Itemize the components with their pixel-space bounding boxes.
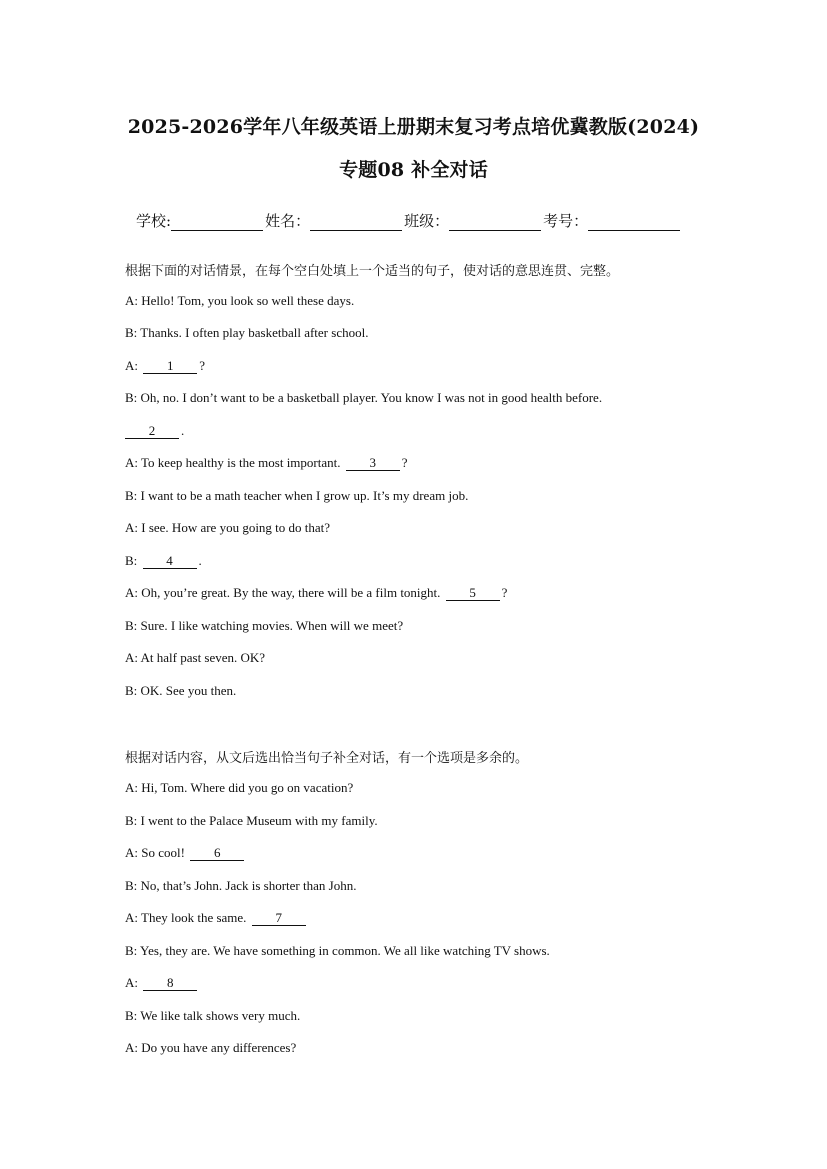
document-title: 2025-2026学年八年级英语上册期末复习考点培优冀教版(2024)	[127, 116, 700, 138]
line-suffix: ?	[501, 585, 508, 600]
dialogue-line-with-blank	[125, 553, 202, 569]
class-label: 班级：	[404, 212, 450, 230]
dialogue-line: B: Oh, no. I don’t want to be a basketball player. You know I was not in good health before.	[125, 390, 603, 405]
answer-blank-2[interactable]: 2	[125, 424, 179, 439]
line-prefix: A:	[125, 975, 142, 990]
line-suffix: ?	[401, 455, 408, 470]
answer-blank-5[interactable]: 5	[446, 586, 500, 601]
answer-blank-1[interactable]: 1	[143, 359, 197, 374]
answer-blank-6[interactable]: 6	[190, 846, 244, 861]
dialogue-line: A: I see. How are you going to do that?	[125, 520, 331, 535]
dialogue-line: A: Do you have any differences?	[125, 1040, 297, 1055]
dialogue-line-with-blank	[125, 455, 408, 471]
section2-instruction: 根据对话内容，从文后选出恰当句子补全对话，有一个选项是多余的。	[125, 751, 529, 766]
line-prefix: A: Oh, you’re great. By the way, there will be a film tonight.	[125, 585, 444, 600]
dialogue-line-with-blank	[125, 423, 184, 439]
answer-blank-7[interactable]: 7	[252, 911, 306, 926]
dialogue-line: A: Hi, Tom. Where did you go on vacation?	[125, 780, 354, 795]
dialogue-line-with-blank	[125, 585, 507, 601]
dialogue-line: B: Thanks. I often play basketball after school.	[125, 325, 369, 340]
line-prefix: B:	[125, 553, 141, 568]
document-subtitle: 专题08 补全对话	[339, 159, 488, 181]
dialogue-line-with-blank	[125, 845, 246, 861]
dialogue-line: A: Hello! Tom, you look so well these days.	[125, 293, 355, 308]
dialogue-line-with-blank	[125, 975, 199, 991]
line-suffix: ?	[199, 358, 206, 373]
answer-blank-4[interactable]: 4	[143, 554, 197, 569]
name-label: 姓名：	[265, 212, 311, 230]
student-info-row	[136, 210, 682, 231]
line-prefix: A: They look the same.	[125, 910, 250, 925]
school-label: 学校:	[136, 212, 172, 230]
dialogue-line: B: We like talk shows very much.	[125, 1008, 301, 1023]
dialogue-line: A: At half past seven. OK?	[125, 650, 266, 665]
answer-blank-3[interactable]: 3	[346, 456, 400, 471]
dialogue-line: B: Sure. I like watching movies. When will we meet?	[125, 618, 404, 633]
line-prefix: A: So cool!	[125, 845, 189, 860]
dialogue-line: B: No, that’s John. Jack is shorter than John.	[125, 878, 357, 893]
dialogue-line-with-blank	[125, 358, 205, 374]
dialogue-line: B: Yes, they are. We have something in common. We all like watching TV shows.	[125, 943, 550, 958]
school-blank	[171, 214, 263, 231]
exam-number-label: 考号：	[543, 212, 589, 230]
exam-number-blank	[588, 214, 680, 231]
line-suffix: .	[198, 553, 202, 568]
dialogue-line: B: I want to be a math teacher when I grow up. It’s my dream job.	[125, 488, 469, 503]
dialogue-line: B: I went to the Palace Museum with my family.	[125, 813, 378, 828]
line-suffix: .	[181, 423, 185, 438]
name-blank	[310, 214, 402, 231]
dialogue-line-with-blank	[125, 910, 308, 926]
section1-instruction: 根据下面的对话情景，在每个空白处填上一个适当的句子，使对话的意思连贯、完整。	[125, 264, 620, 279]
class-blank	[449, 214, 541, 231]
line-prefix: A:	[125, 358, 142, 373]
dialogue-line: B: OK. See you then.	[125, 683, 237, 698]
answer-blank-8[interactable]: 8	[143, 976, 197, 991]
line-prefix: A: To keep healthy is the most important.	[125, 455, 344, 470]
